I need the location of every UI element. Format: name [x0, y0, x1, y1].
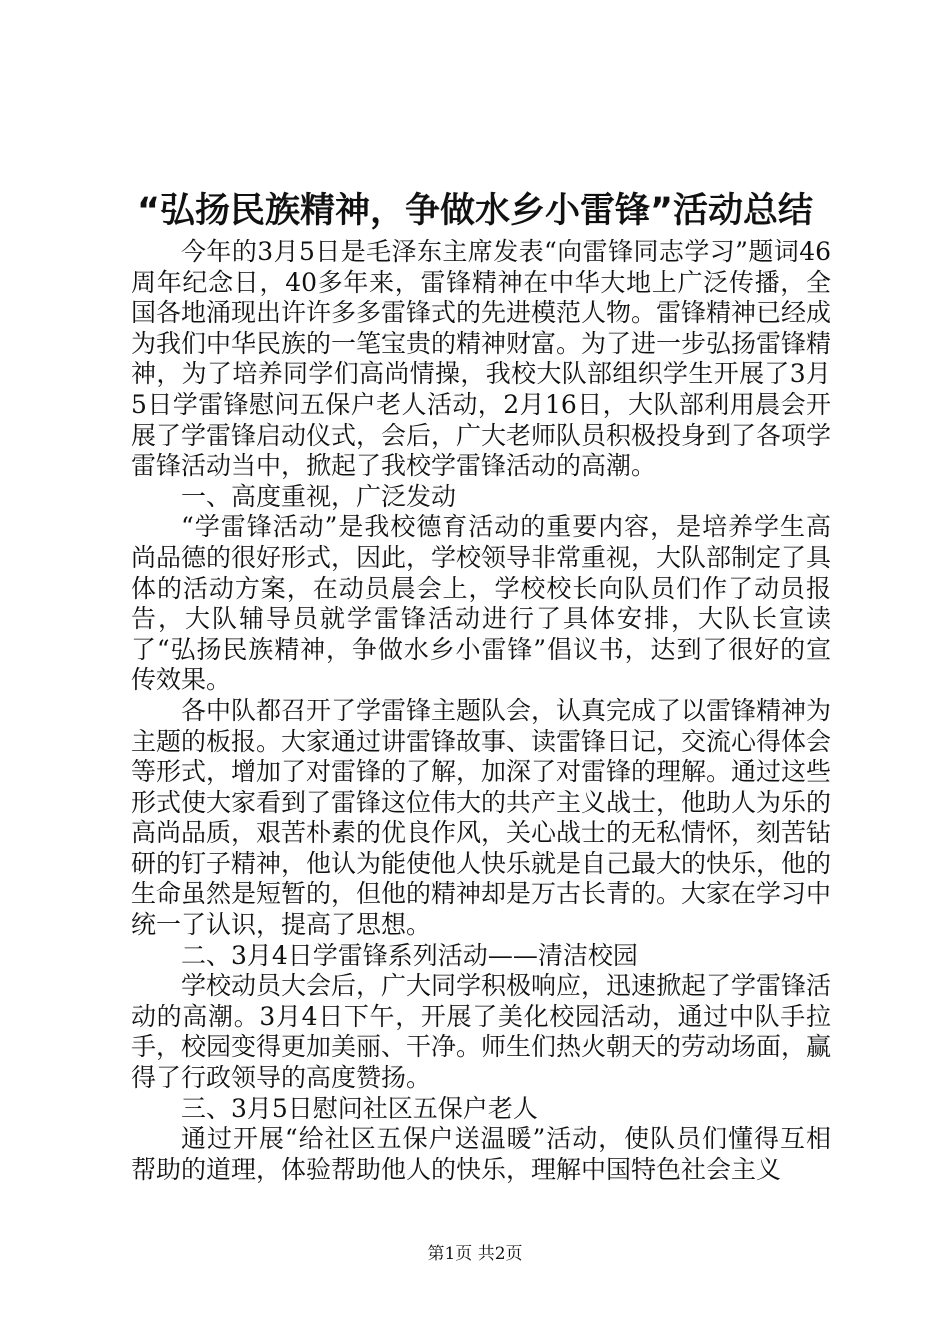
section-heading-3: 三、3月5日慰问社区五保户老人	[181, 1093, 538, 1123]
paragraph-section-2: 学校动员大会后，广大同学积极响应，迅速掀起了学雷锋活动的高潮。3月4日下午，开展了美化校园活动，通过中队手拉手，校园变得更加美丽、干净。师生们热火朝天的劳动场面，赢得了行政领导的高度赞扬。	[131, 971, 832, 1093]
section-heading-1: 一、高度重视，广泛发动	[181, 481, 457, 511]
paragraph-section-1a: “学雷锋活动”是我校德育活动的重要内容，是培养学生高尚品德的很好形式，因此，学校领导非常重视，大队部制定了具体的活动方案，在动员晨会上，学校校长向队员们作了动员报告，大队辅导员就学雷锋活动进行了具体安排，大队长宣读了“弘扬民族精神，争做水乡小雷锋”倡议书，达到了很好的宣传效果。	[131, 512, 832, 695]
document-body	[131, 237, 831, 1185]
paragraph-section-1b: 各中队都召开了学雷锋主题队会，认真完成了以雷锋精神为主题的板报。大家通过讲雷锋故事、读雷锋日记，交流心得体会等形式，增加了对雷锋的了解，加深了对雷锋的理解。通过这些形式使大家看到了雷锋这位伟大的共产主义战士，他助人为乐的高尚品质，艰苦朴素的优良作风，关心战士的无私情怀，刻苦钻研的钉子精神，他认为能使他人快乐就是自己最大的快乐，他的生命虽然是短暂的，但他的精神却是万古长青的。大家在学习中统一了认识，提高了思想。	[131, 695, 832, 940]
page-footer: 第1页 共2页	[427, 1244, 523, 1264]
section-heading-2: 二、3月4日学雷锋系列活动——清洁校园	[181, 940, 638, 970]
paragraph-section-3: 通过开展“给社区五保户送温暖”活动，使队员们懂得互相帮助的道理，体验帮助他人的快乐，理解中国特色社会主义	[131, 1124, 831, 1184]
document-title: “弘扬民族精神，争做水乡小雷锋”活动总结	[136, 191, 813, 231]
paragraph-intro: 今年的3月5日是毛泽东主席发表“向雷锋同志学习”题词46周年纪念日，40多年来，雷锋精神在中华大地上广泛传播，全国各地涌现出许许多多雷锋式的先进模范人物。雷锋精神已经成为我们中华民族的一笔宝贵的精神财富。为了进一步弘扬雷锋精神，为了培养同学们高尚情操，我校大队部组织学生开展了3月5日学雷锋慰问五保户老人活动，2月16日，大队部利用晨会开展了学雷锋启动仪式，会后，广大老师队员积极投身到了各项学雷锋活动当中，掀起了我校学雷锋活动的高潮。	[131, 237, 832, 481]
